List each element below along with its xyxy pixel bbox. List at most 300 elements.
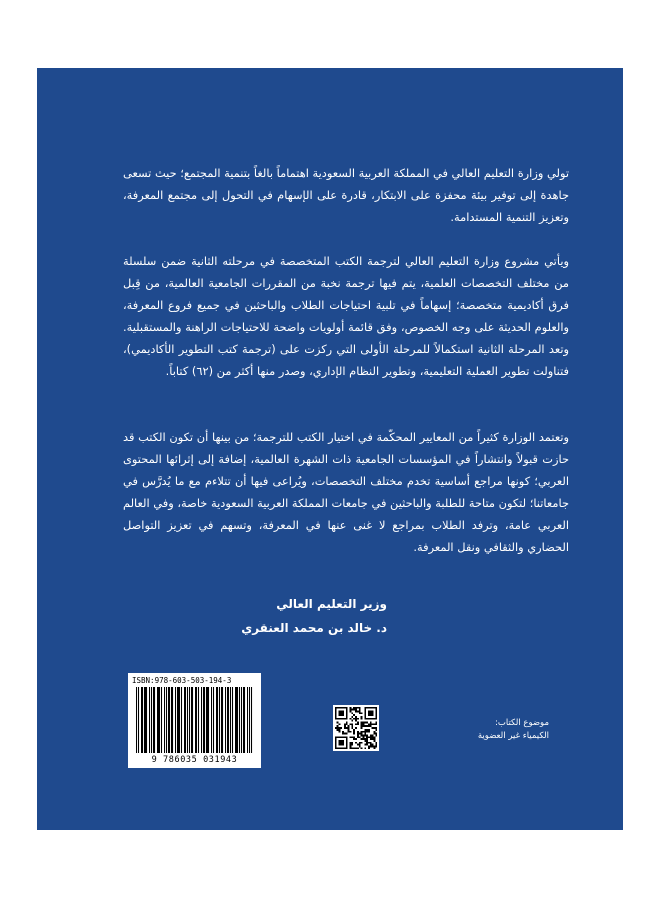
qr-module	[370, 723, 372, 725]
qr-module	[364, 740, 366, 742]
qr-module	[355, 716, 357, 718]
qr-module	[366, 722, 368, 724]
qr-module	[339, 729, 341, 731]
barcode-bar	[216, 687, 217, 753]
qr-module	[362, 734, 364, 736]
barcode-bar	[154, 687, 155, 753]
qr-module	[339, 714, 341, 716]
barcode-bar	[249, 687, 250, 753]
qr-module	[353, 729, 355, 731]
qr-module	[361, 731, 363, 733]
barcode-bar	[208, 687, 209, 753]
qr-module	[350, 718, 352, 720]
qr-module	[362, 723, 364, 725]
qr-module	[340, 707, 342, 709]
qr-module	[351, 747, 353, 749]
qr-module	[353, 736, 355, 738]
qr-module	[375, 722, 377, 724]
qr-module	[355, 720, 357, 722]
qr-module	[366, 742, 368, 744]
barcode-bar	[175, 687, 176, 753]
barcode-bar	[225, 687, 226, 753]
qr-module	[339, 707, 341, 709]
qr-module	[348, 729, 350, 731]
qr-module	[355, 742, 357, 744]
qr-module	[357, 731, 359, 733]
qr-module	[355, 738, 357, 740]
qr-module	[340, 747, 342, 749]
qr-module	[335, 747, 337, 749]
qr-module	[368, 714, 370, 716]
qr-module	[357, 733, 359, 735]
qr-module	[346, 722, 348, 724]
barcode-bar	[159, 687, 160, 753]
qr-module	[346, 727, 348, 729]
qr-module	[370, 734, 372, 736]
qr-module	[361, 734, 363, 736]
barcode-bar	[149, 687, 150, 753]
barcode-bar	[191, 687, 192, 753]
qr-module	[337, 736, 339, 738]
qr-module	[366, 725, 368, 727]
qr-module	[362, 736, 364, 738]
barcode-bar	[187, 687, 188, 753]
qr-module	[373, 731, 375, 733]
barcode-bar	[237, 687, 238, 753]
qr-module	[350, 742, 352, 744]
barcode-bar	[207, 687, 208, 753]
barcode-bar	[213, 687, 214, 753]
qr-module	[357, 723, 359, 725]
qr-module	[362, 738, 364, 740]
qr-module	[337, 727, 339, 729]
qr-module	[368, 707, 370, 709]
qr-module	[375, 734, 377, 736]
barcode-bar	[221, 687, 222, 753]
barcode-bar	[203, 687, 204, 753]
qr-module	[335, 738, 337, 740]
qr-module	[344, 718, 346, 720]
qr-module	[353, 731, 355, 733]
qr-module	[359, 711, 361, 713]
qr-module	[335, 740, 337, 742]
barcode-bar	[222, 687, 223, 753]
qr-module	[342, 707, 344, 709]
qr-module	[353, 738, 355, 740]
qr-module	[335, 727, 337, 729]
qr-module	[368, 729, 370, 731]
qr-module	[342, 744, 344, 746]
qr-module	[346, 712, 348, 714]
qr-module	[372, 711, 374, 713]
qr-module	[375, 718, 377, 720]
qr-module	[368, 711, 370, 713]
qr-module	[372, 727, 374, 729]
barcode-bar	[142, 687, 143, 753]
qr-module	[344, 725, 346, 727]
qr-module	[373, 745, 375, 747]
qr-module	[355, 711, 357, 713]
qr-module	[366, 736, 368, 738]
qr-module	[351, 723, 353, 725]
barcode-bar	[161, 687, 162, 753]
qr-module	[335, 742, 337, 744]
qr-module	[350, 744, 352, 746]
subject-label: موضوع الكتاب:	[495, 718, 549, 728]
barcode-bar	[157, 687, 158, 753]
qr-module	[372, 712, 374, 714]
qr-module	[337, 718, 339, 720]
qr-module	[351, 712, 353, 714]
qr-module	[339, 718, 341, 720]
qr-module	[344, 723, 346, 725]
qr-module	[351, 720, 353, 722]
qr-module	[339, 747, 341, 749]
qr-module	[348, 727, 350, 729]
signature-name: د. خالد بن محمد العنقري	[241, 621, 387, 635]
qr-module	[361, 733, 363, 735]
qr-module	[372, 736, 374, 738]
qr-module	[375, 744, 377, 746]
qr-module	[368, 712, 370, 714]
qr-module	[373, 718, 375, 720]
qr-module	[335, 744, 337, 746]
qr-module	[364, 729, 366, 731]
qr-module	[359, 709, 361, 711]
qr-module	[350, 731, 352, 733]
qr-module	[370, 738, 372, 740]
qr-module	[346, 707, 348, 709]
qr-module	[373, 736, 375, 738]
qr-module	[372, 745, 374, 747]
barcode-bar	[239, 687, 240, 753]
qr-module	[340, 714, 342, 716]
qr-module	[337, 722, 339, 724]
qr-module	[335, 712, 337, 714]
qr-module	[361, 747, 363, 749]
barcode-bar	[206, 687, 207, 753]
qr-module	[335, 745, 337, 747]
qr-module	[351, 744, 353, 746]
qr-module	[357, 734, 359, 736]
paragraph-text: تولي وزارة التعليم العالي في المملكة العربية السعودية اهتماماً بالغاً بتنمية المجتمع؛ حيث تسعى جاهدة إلى توفير بيئة محفزة على الابتكار، قادرة على الإسهام في التحول إلى مجتمع المعرفة، وتعزيز التنمية المستدامة.	[123, 166, 569, 224]
barcode-bar	[177, 687, 178, 753]
qr-module	[366, 740, 368, 742]
qr-module	[335, 709, 337, 711]
qr-module	[361, 742, 363, 744]
qr-module	[375, 733, 377, 735]
qr-module	[364, 725, 366, 727]
qr-module	[362, 722, 364, 724]
barcode-bar	[179, 687, 180, 753]
qr-module	[350, 723, 352, 725]
qr-module	[375, 714, 377, 716]
isbn-barcode	[128, 673, 261, 768]
qr-module	[375, 716, 377, 718]
qr-module	[373, 733, 375, 735]
qr-module	[373, 740, 375, 742]
qr-module	[370, 745, 372, 747]
qr-module	[361, 723, 363, 725]
qr-module	[355, 747, 357, 749]
qr-module	[342, 742, 344, 744]
qr-module	[364, 731, 366, 733]
qr-module	[340, 742, 342, 744]
qr-module	[364, 712, 366, 714]
qr-module	[370, 736, 372, 738]
qr-module	[359, 733, 361, 735]
barcode-bar	[236, 687, 237, 753]
qr-module	[337, 725, 339, 727]
signature-title: وزير التعليم العالي	[276, 597, 387, 611]
paragraph-text: وتعتمد الوزارة كثيراً من المعايير المحكّمة في اختيار الكتب للترجمة؛ من بينها أن تكون الكتب قد حازت قبولاً وانتشاراً في المؤسسات الجامعية ذات الشهرة العالمية، إضافة إلى إثرائها المحتوى العربي؛ كونها مراجع أساسية تخدم مختلف التخصصات، ويُراعى فيها أن تتلاءم مع ما يُدرَّس في جامعاتنا؛ لتكون متاحة للطلبة والباحثين في جامعات المملكة العربية السعودية خاصة، وفي العالم العربي عامة، وترفد الطلاب بمراجع لا غنى عنها في المعرفة، وتسهم في تعزيز التواصل الحضاري والثقافي ونقل المعرفة.	[123, 430, 569, 554]
qr-module	[364, 718, 366, 720]
barcode-bar	[230, 687, 231, 753]
paragraph-text: ويأتي مشروع وزارة التعليم العالي لترجمة الكتب المتخصصة في مرحلته الثانية ضمن سلسلة من مختلف التخصصات العلمية، يتم فيها ترجمة نخبة من المقررات الجامعية العالمية، من قِبل فرق أكاديمية متخصصة؛ إسهاماً في تلبية احتياجات الطلاب والباحثين في جميع فروع المعرفة، والعلوم الحديثة على وجه الخصوص، وفق قائمة أولويات واضحة للاحتياجات الراهنة والمستقبلية. وتعد المرحلة الثانية استكمالاً للمرحلة الأولى التي ركزت على (ترجمة كتب التطوير الأكاديمي)، فتناولت تطوير العملية التعليمية، وتطوير النظام الإداري، وصدر منها أكثر من (٦٢) كتاباً.	[123, 254, 569, 378]
isbn-label: ISBN:978-603-503-194-3	[132, 676, 232, 685]
qr-module	[346, 709, 348, 711]
qr-module	[346, 718, 348, 720]
qr-module	[372, 714, 374, 716]
qr-module	[342, 731, 344, 733]
qr-module	[373, 727, 375, 729]
qr-module	[342, 747, 344, 749]
qr-module	[359, 745, 361, 747]
qr-module	[353, 714, 355, 716]
qr-module	[362, 731, 364, 733]
barcode-bar	[204, 687, 205, 753]
barcode-bar	[217, 687, 218, 753]
barcode-bar	[235, 687, 236, 753]
qr-module	[373, 707, 375, 709]
project-paragraph	[123, 250, 569, 382]
barcode-bar	[192, 687, 193, 753]
qr-module	[357, 747, 359, 749]
qr-module	[372, 734, 374, 736]
qr-module	[350, 736, 352, 738]
qr-module	[346, 736, 348, 738]
qr-module	[366, 707, 368, 709]
qr-module	[357, 744, 359, 746]
qr-module	[344, 747, 346, 749]
qr-module	[351, 709, 353, 711]
barcode-bar	[153, 687, 154, 753]
qr-module	[353, 733, 355, 735]
qr-module	[351, 742, 353, 744]
qr-module	[346, 716, 348, 718]
barcode-bar	[228, 687, 229, 753]
qr-module	[366, 731, 368, 733]
qr-module	[339, 736, 341, 738]
qr-module	[340, 744, 342, 746]
barcode-bar	[227, 687, 228, 753]
barcode-bars	[136, 687, 253, 753]
qr-module	[339, 731, 341, 733]
qr-module	[348, 725, 350, 727]
qr-module	[359, 744, 361, 746]
barcode-digits: 9 786035 031943	[151, 755, 238, 765]
barcode-bar	[151, 687, 152, 753]
barcode-bar	[247, 687, 248, 753]
qr-module	[342, 712, 344, 714]
qr-module	[342, 711, 344, 713]
qr-module	[337, 747, 339, 749]
qr-module	[373, 747, 375, 749]
qr-module	[342, 718, 344, 720]
qr-module	[342, 736, 344, 738]
barcode-bar	[243, 687, 244, 753]
qr-module	[344, 727, 346, 729]
barcode-bar	[172, 687, 173, 753]
barcode-bar	[185, 687, 186, 753]
qr-module	[359, 742, 361, 744]
qr-module	[357, 718, 359, 720]
qr-module	[370, 722, 372, 724]
qr-module	[346, 723, 348, 725]
qr-module	[375, 729, 377, 731]
qr-module	[353, 718, 355, 720]
qr-module	[375, 707, 377, 709]
qr-module	[364, 716, 366, 718]
qr-module	[346, 745, 348, 747]
qr-module	[339, 744, 341, 746]
qr-module	[366, 738, 368, 740]
qr-module	[373, 723, 375, 725]
barcode-bar	[198, 687, 199, 753]
barcode-bar	[166, 687, 167, 753]
qr-module	[353, 747, 355, 749]
qr-module	[357, 736, 359, 738]
qr-module	[368, 745, 370, 747]
barcode-bar	[145, 687, 146, 753]
qr-module	[361, 738, 363, 740]
qr-module	[353, 707, 355, 709]
qr-module	[339, 712, 341, 714]
qr-module	[366, 718, 368, 720]
qr-module	[339, 711, 341, 713]
qr-module	[335, 736, 337, 738]
qr-module	[335, 707, 337, 709]
barcode-bar	[144, 687, 145, 753]
barcode-bar	[138, 687, 139, 753]
barcode-bar	[211, 687, 212, 753]
qr-module	[350, 709, 352, 711]
qr-module	[359, 736, 361, 738]
qr-code-icon	[333, 705, 379, 751]
qr-module	[344, 736, 346, 738]
qr-module	[364, 747, 366, 749]
barcode-bar	[146, 687, 147, 753]
qr-module	[368, 718, 370, 720]
qr-module	[370, 718, 372, 720]
qr-module	[340, 711, 342, 713]
qr-module	[375, 712, 377, 714]
qr-module	[375, 709, 377, 711]
qr-module	[364, 722, 366, 724]
qr-module	[346, 738, 348, 740]
barcode-bar	[184, 687, 185, 753]
qr-module	[355, 718, 357, 720]
qr-module	[350, 745, 352, 747]
qr-module	[335, 711, 337, 713]
qr-module	[370, 711, 372, 713]
qr-module	[351, 727, 353, 729]
qr-module	[364, 709, 366, 711]
qr-module	[355, 707, 357, 709]
qr-module	[346, 740, 348, 742]
barcode-bar	[136, 687, 137, 753]
qr-module	[368, 723, 370, 725]
qr-module	[359, 707, 361, 709]
qr-module	[359, 712, 361, 714]
qr-module	[364, 714, 366, 716]
qr-module	[342, 733, 344, 735]
barcode-bar	[169, 687, 170, 753]
qr-module	[361, 722, 363, 724]
qr-module	[346, 747, 348, 749]
qr-module	[339, 723, 341, 725]
qr-module	[366, 729, 368, 731]
barcode-bar	[195, 687, 196, 753]
qr-module	[364, 711, 366, 713]
qr-module	[372, 738, 374, 740]
qr-module	[339, 742, 341, 744]
qr-module	[350, 707, 352, 709]
qr-module	[370, 744, 372, 746]
barcode-bar	[189, 687, 190, 753]
qr-module	[370, 707, 372, 709]
barcode-bar	[178, 687, 179, 753]
qr-module	[351, 716, 353, 718]
qr-module	[372, 718, 374, 720]
qr-module	[350, 711, 352, 713]
qr-module	[357, 707, 359, 709]
barcode-bar	[232, 687, 233, 753]
qr-module	[372, 744, 374, 746]
qr-module	[355, 723, 357, 725]
qr-module	[364, 738, 366, 740]
qr-module	[361, 718, 363, 720]
qr-module	[355, 709, 357, 711]
barcode-bar	[219, 687, 220, 753]
barcode-bar	[168, 687, 169, 753]
criteria-paragraph	[123, 426, 569, 558]
qr-module	[370, 714, 372, 716]
barcode-bar	[158, 687, 159, 753]
qr-module	[337, 729, 339, 731]
qr-module	[342, 740, 344, 742]
subject-value: الكيمياء غير العضوية	[477, 731, 549, 741]
qr-module	[372, 723, 374, 725]
qr-module	[346, 733, 348, 735]
qr-module	[346, 742, 348, 744]
qr-module	[361, 712, 363, 714]
barcode-bar	[241, 687, 242, 753]
qr-module	[366, 734, 368, 736]
qr-module	[368, 747, 370, 749]
qr-module	[368, 731, 370, 733]
barcode-bar	[201, 687, 202, 753]
qr-module	[340, 736, 342, 738]
barcode-bar	[171, 687, 172, 753]
qr-module	[370, 725, 372, 727]
qr-module	[375, 727, 377, 729]
qr-module	[361, 716, 363, 718]
qr-module	[346, 714, 348, 716]
book-back-cover	[37, 68, 623, 830]
qr-module	[346, 711, 348, 713]
qr-module	[375, 742, 377, 744]
